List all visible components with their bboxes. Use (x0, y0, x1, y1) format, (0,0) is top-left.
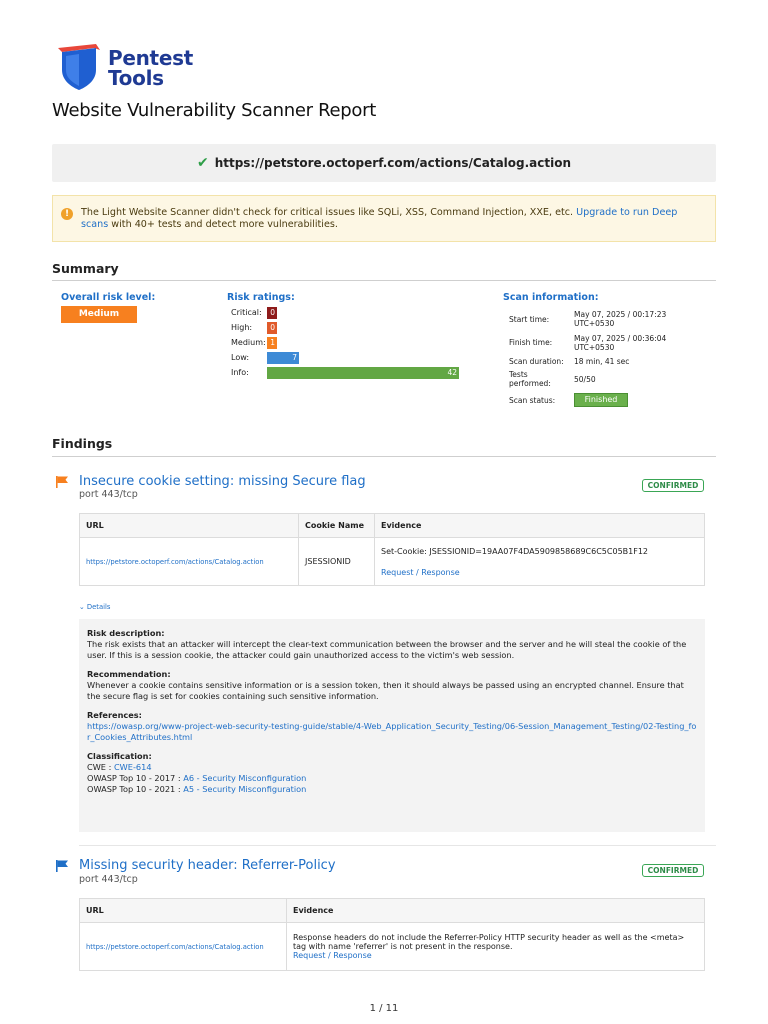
brand-line-2: Tools (108, 66, 164, 90)
finding-divider (79, 845, 716, 846)
owasp-2017-label: OWASP Top 10 - 2017 : (87, 773, 181, 783)
pentest-tools-logo (56, 40, 216, 92)
url-link[interactable]: https://petstore.octoperf.com/actions/Catalog.action (86, 558, 264, 566)
warning-text: The Light Website Scanner didn't check for critical issues like SQLi, XSS, Command Injection, XXE, etc. (81, 207, 574, 218)
tests-performed-label: Tests performed: (509, 370, 551, 388)
details-label: Details (86, 603, 111, 611)
brand-name (108, 48, 193, 88)
finding-port: port 443/tcp (79, 489, 138, 500)
finding-title[interactable]: Insecure cookie setting: missing Secure flag (79, 474, 366, 489)
confirmed-badge: CONFIRMED (642, 864, 704, 877)
chevron-down-icon: ⌄ (79, 603, 85, 611)
owasp-2017-link[interactable]: A6 - Security Misconfiguration (183, 773, 307, 783)
finish-time-value: May 07, 2025 / 00:36:04 UTC+0530 (574, 334, 667, 352)
upgrade-link[interactable]: Upgrade to run Deep scans (81, 207, 678, 230)
cell-cookie: JSESSIONID (299, 538, 375, 586)
cwe-label: CWE : (87, 762, 112, 772)
page-number: 1 / 11 (369, 1003, 399, 1014)
overall-risk-label: Overall risk level: (61, 292, 156, 303)
start-time-label: Start time: (509, 315, 550, 324)
rating-label: Critical: (231, 308, 262, 317)
warning-text-after: with 40+ tests and detect more vulnerabilities. (111, 219, 338, 230)
rating-label: Medium: (231, 338, 266, 347)
cell-url[interactable] (80, 923, 287, 971)
request-response-link[interactable]: Request / Response (381, 567, 460, 577)
start-time-value: May 07, 2025 / 00:17:23 UTC+0530 (574, 310, 667, 328)
scan-info-label: Scan information: (503, 292, 599, 303)
summary-heading: Summary (52, 261, 119, 276)
scan-duration-value: 18 min, 41 sec (574, 357, 630, 366)
finish-time-label: Finish time: (509, 338, 553, 347)
rating-bar: 42 (267, 367, 459, 379)
col-evidence: Evidence (375, 514, 705, 538)
rating-label: High: (231, 323, 253, 332)
classification-heading: Classification: (87, 751, 152, 761)
tests-performed-value: 50/50 (574, 375, 596, 384)
target-url: https://petstore.octoperf.com/actions/Catalog.action (214, 156, 572, 170)
owasp-2021-link[interactable]: A5 - Security Misconfiguration (183, 784, 307, 794)
owasp-2021-row (87, 784, 697, 795)
rating-bar: 0 (267, 322, 277, 334)
risk-description-text: The risk exists that an attacker will intercept the clear-text communication between the browser and the server and he will steal the cookie of the user. If this is a session cookie, the attacker could gain unauthorized access to the victim's web session. (87, 639, 687, 660)
evidence-text: Set-Cookie: JSESSIONID=19AA07F4DA5909858689C6C5C05B1F12 (381, 546, 649, 556)
warning-banner (52, 195, 716, 242)
overall-risk-badge: Medium (61, 306, 137, 323)
url-link[interactable]: https://petstore.octoperf.com/actions/Catalog.action (86, 943, 264, 951)
owasp-2021-label: OWASP Top 10 - 2021 : (87, 784, 181, 794)
risk-ratings-label: Risk ratings: (227, 292, 295, 303)
col-cookie-name: Cookie Name (299, 514, 375, 538)
confirmed-badge: CONFIRMED (642, 479, 704, 492)
rating-bar: 0 (267, 307, 277, 319)
col-evidence: Evidence (287, 899, 705, 923)
cell-url[interactable] (80, 538, 299, 586)
table-header-row (80, 899, 705, 923)
owasp-2017-row (87, 773, 697, 784)
finding-title[interactable]: Missing security header: Referrer-Policy (79, 858, 336, 873)
finding-port: port 443/tcp (79, 874, 138, 885)
col-url: URL (80, 899, 287, 923)
cell-evidence (375, 538, 705, 586)
scan-status-badge: Finished (574, 393, 628, 407)
rating-bar: 7 (267, 352, 299, 364)
references-heading: References: (87, 710, 142, 720)
cwe-link[interactable]: CWE-614 (113, 762, 152, 772)
table-row (80, 923, 705, 971)
summary-divider (52, 280, 716, 281)
brand-line-1: Pentest (108, 46, 193, 70)
flag-icon (55, 475, 69, 489)
evidence-text: Response headers do not include the Referrer-Policy HTTP security header as well as the <meta> tag with name 'referrer' is not present in the response. (293, 933, 685, 951)
shield-logo-icon (56, 40, 102, 92)
report-title: Website Vulnerability Scanner Report (52, 100, 376, 121)
table-header-row (80, 514, 705, 538)
scan-duration-label: Scan duration: (509, 357, 564, 366)
cwe-row (87, 762, 697, 773)
details-toggle[interactable] (79, 603, 110, 611)
request-response-link[interactable]: Request / Response (293, 951, 372, 960)
finding-table (79, 513, 705, 586)
finding-details-box (79, 619, 705, 832)
col-url: URL (80, 514, 299, 538)
rating-label: Info: (231, 368, 249, 377)
warning-icon: ! (61, 208, 73, 220)
rating-bar: 1 (267, 337, 277, 349)
risk-description-heading: Risk description: (87, 628, 165, 638)
recommendation-heading: Recommendation: (87, 669, 171, 679)
rating-label: Low: (231, 353, 250, 362)
recommendation-text: Whenever a cookie contains sensitive information or is a session token, then it should always be passed using an encrypted channel. Ensure that the secure flag is set for cookies containing such sensitive information. (87, 680, 684, 701)
scan-status-label: Scan status: (509, 396, 556, 405)
check-icon: ✔ (196, 155, 209, 171)
flag-icon (55, 859, 69, 873)
table-row (80, 538, 705, 586)
target-url-bar (52, 144, 716, 182)
cell-evidence (287, 923, 705, 971)
finding-table (79, 898, 705, 971)
findings-heading: Findings (52, 436, 113, 451)
reference-link[interactable]: https://owasp.org/www-project-web-security-testing-guide/stable/4-Web_Application_Security_Testing/06-Session_Management_Testing/02-Testing_for_Cookies_Attributes.html (87, 721, 697, 742)
findings-divider (52, 456, 716, 457)
